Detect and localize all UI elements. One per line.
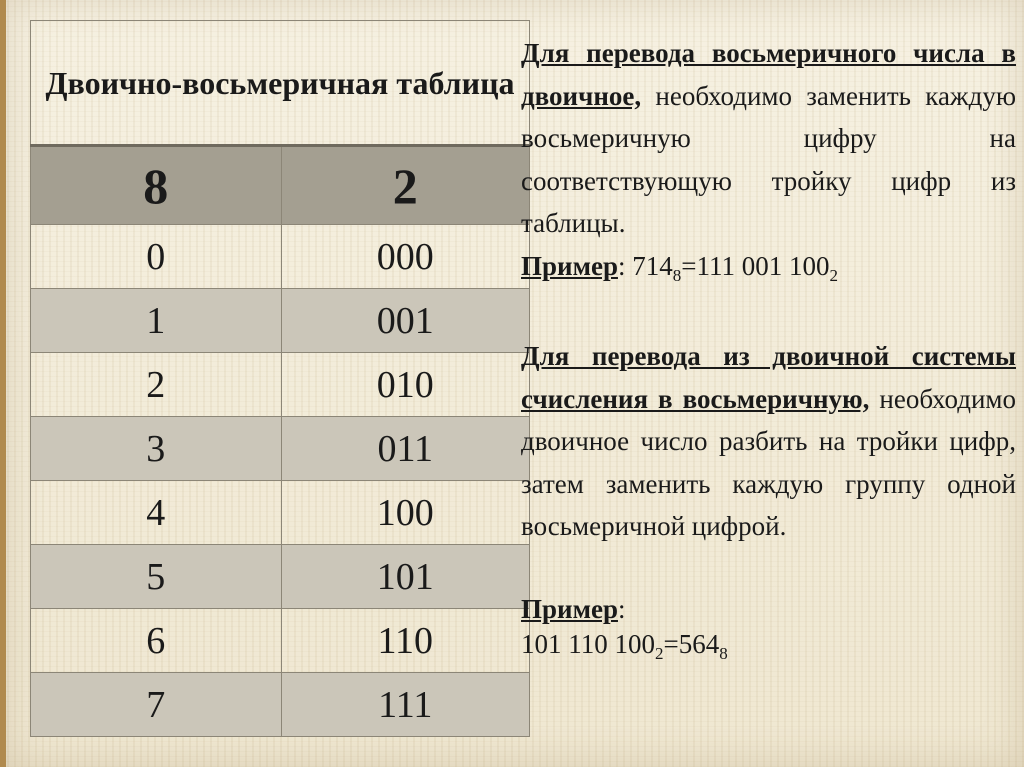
table-row — [31, 417, 530, 481]
cell-binary: 010 — [281, 353, 529, 417]
example-colon: : — [617, 593, 626, 624]
cell-octal: 1 — [31, 289, 282, 353]
example-label: Пример — [521, 250, 618, 281]
table-row — [31, 545, 530, 609]
cell-octal: 0 — [31, 225, 282, 289]
example-result-base: 8 — [719, 644, 728, 663]
table-row — [31, 225, 530, 289]
example-separator: : — [617, 250, 633, 281]
example-number: 101 110 100 — [521, 629, 655, 659]
octal-to-binary-rule — [521, 32, 1016, 245]
cell-binary: 111 — [281, 673, 529, 737]
binary-to-octal-text: необходимо двоичное число разбить на тройки цифр, затем заменить каждую группу одной восьмеричной цифрой. — [521, 383, 1017, 541]
table-row — [31, 609, 530, 673]
header-octal: 8 — [31, 146, 282, 225]
binary-to-octal-heading: Для перевода из двоичной системы счисления в восьмеричную, — [521, 341, 1016, 414]
table-row — [31, 673, 530, 737]
spacer — [521, 287, 1016, 335]
example-result-base: 2 — [829, 265, 838, 285]
explanation-column — [521, 32, 1017, 663]
cell-binary: 110 — [281, 609, 529, 673]
cell-binary: 011 — [281, 417, 529, 481]
example-base: 2 — [655, 644, 664, 663]
table-row — [31, 353, 530, 417]
cell-octal: 5 — [31, 545, 282, 609]
cell-octal: 6 — [31, 609, 282, 673]
octal-to-binary-heading: Для перевода восьмеричного числа в двоичное, — [521, 38, 1016, 111]
example-result: =564 — [663, 629, 720, 659]
cell-binary: 001 — [281, 289, 529, 353]
binary-to-octal-rule — [521, 335, 1016, 548]
example-base: 8 — [672, 265, 682, 285]
binary-to-octal-example-label-line — [521, 588, 1016, 631]
cell-octal: 4 — [31, 481, 282, 545]
binary-octal-table — [30, 20, 530, 737]
example-label: Пример — [521, 593, 618, 624]
binary-to-octal-example — [521, 629, 1016, 663]
header-binary: 2 — [281, 146, 529, 225]
octal-to-binary-text: необходимо заменить каждую восьмеричную цифру на соответствующую тройку цифр из таблицы. — [521, 80, 1016, 238]
cell-binary: 101 — [281, 545, 529, 609]
octal-to-binary-example — [521, 245, 1016, 288]
table-title: Двоично-восьмеричная таблица — [31, 21, 530, 146]
cell-octal: 7 — [31, 673, 282, 737]
cell-octal: 2 — [31, 353, 282, 417]
table-header-row — [31, 146, 530, 225]
cell-octal: 3 — [31, 417, 282, 481]
cell-binary: 100 — [281, 481, 529, 545]
table-title-row — [31, 21, 530, 146]
table-row — [31, 289, 530, 353]
example-result: =111 001 100 — [681, 250, 830, 281]
table-row — [31, 481, 530, 545]
spacer — [521, 548, 1016, 588]
example-number: 714 — [632, 250, 673, 281]
cell-binary: 000 — [281, 225, 529, 289]
